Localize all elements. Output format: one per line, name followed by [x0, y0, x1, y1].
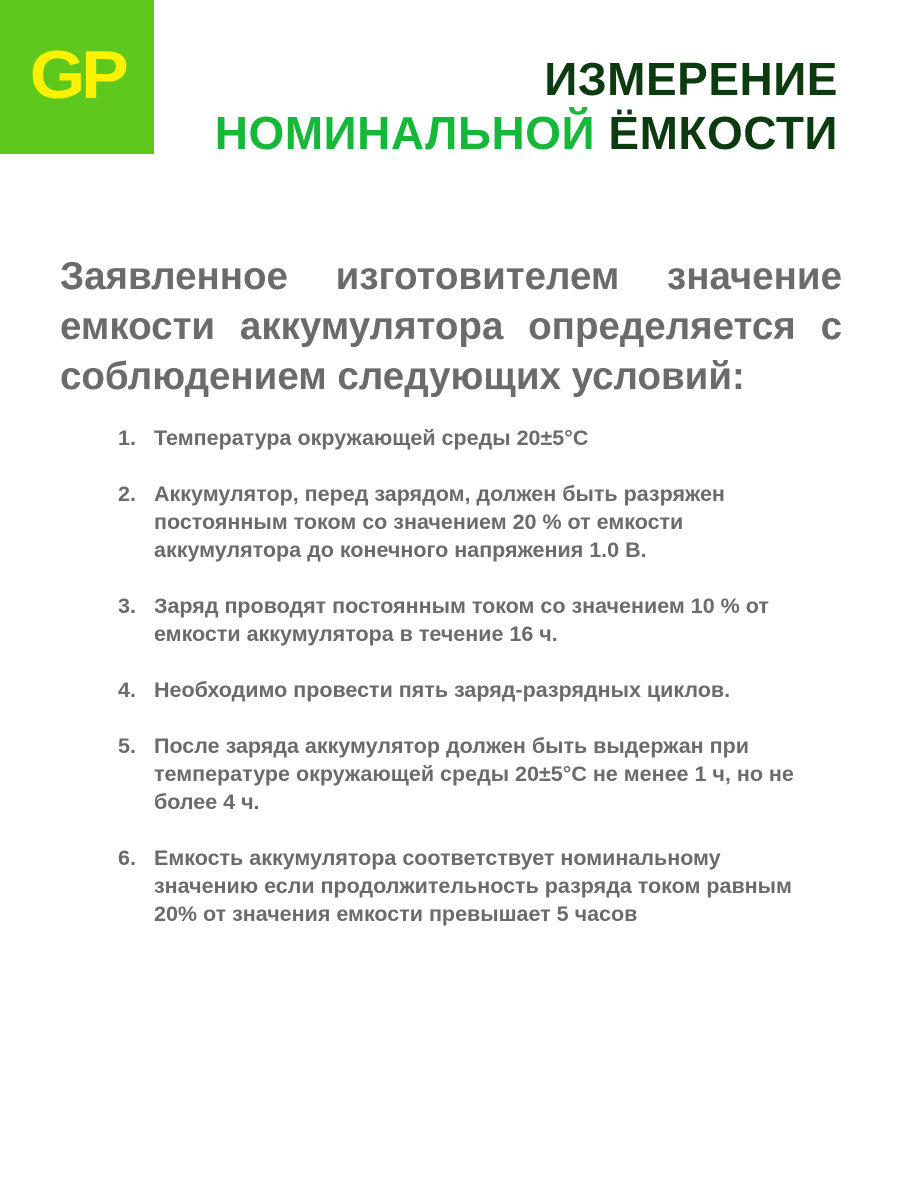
conditions-list — [118, 424, 818, 956]
list-item — [118, 480, 818, 564]
list-item-text: Емкость аккумулятора соответствует номинальному значению если продолжительность разряда током равным 20% от значения емкости превышает 5 часов — [154, 846, 792, 926]
intro-paragraph: Заявленное изготовителем значение емкости аккумулятора определяется с соблюдением следующих условий: — [60, 255, 842, 398]
list-item-number: 5. — [118, 734, 136, 758]
page-title-dark: ЁМКОСТИ — [608, 107, 838, 159]
page-title-line2 — [215, 106, 838, 160]
list-item-text: После заряда аккумулятор должен быть выдержан при температуре окружающей среды 20±5°С не менее 1 ч, но не более 4 ч. — [154, 734, 794, 814]
list-item-number: 3. — [118, 594, 136, 618]
list-item-text: Аккумулятор, перед зарядом, должен быть разряжен постоянным током со значением 20 % от емкости аккумулятора до конечного напряжения 1.0 В. — [154, 482, 725, 562]
page-title-line1: ИЗМЕРЕНИЕ — [544, 53, 838, 105]
list-item — [118, 592, 818, 648]
list-item-text: Заряд проводят постоянным током со значением 10 % от емкости аккумулятора в течение 16 ч. — [154, 594, 769, 646]
list-item-number: 6. — [118, 846, 136, 870]
list-item-number: 2. — [118, 482, 136, 506]
gp-logo-text: GP — [29, 37, 125, 113]
list-item — [118, 676, 818, 704]
list-item-text: Необходимо провести пять заряд-разрядных циклов. — [154, 678, 731, 702]
list-item-number: 4. — [118, 678, 136, 702]
list-item — [118, 424, 818, 452]
list-item — [118, 732, 818, 816]
gp-logo — [0, 0, 154, 154]
list-item-text: Температура окружающей среды 20±5°С — [154, 426, 589, 450]
list-item-number: 1. — [118, 426, 136, 450]
list-item — [118, 844, 818, 928]
page-title — [215, 52, 838, 160]
page-title-accent: НОМИНАЛЬНОЙ — [214, 107, 596, 159]
